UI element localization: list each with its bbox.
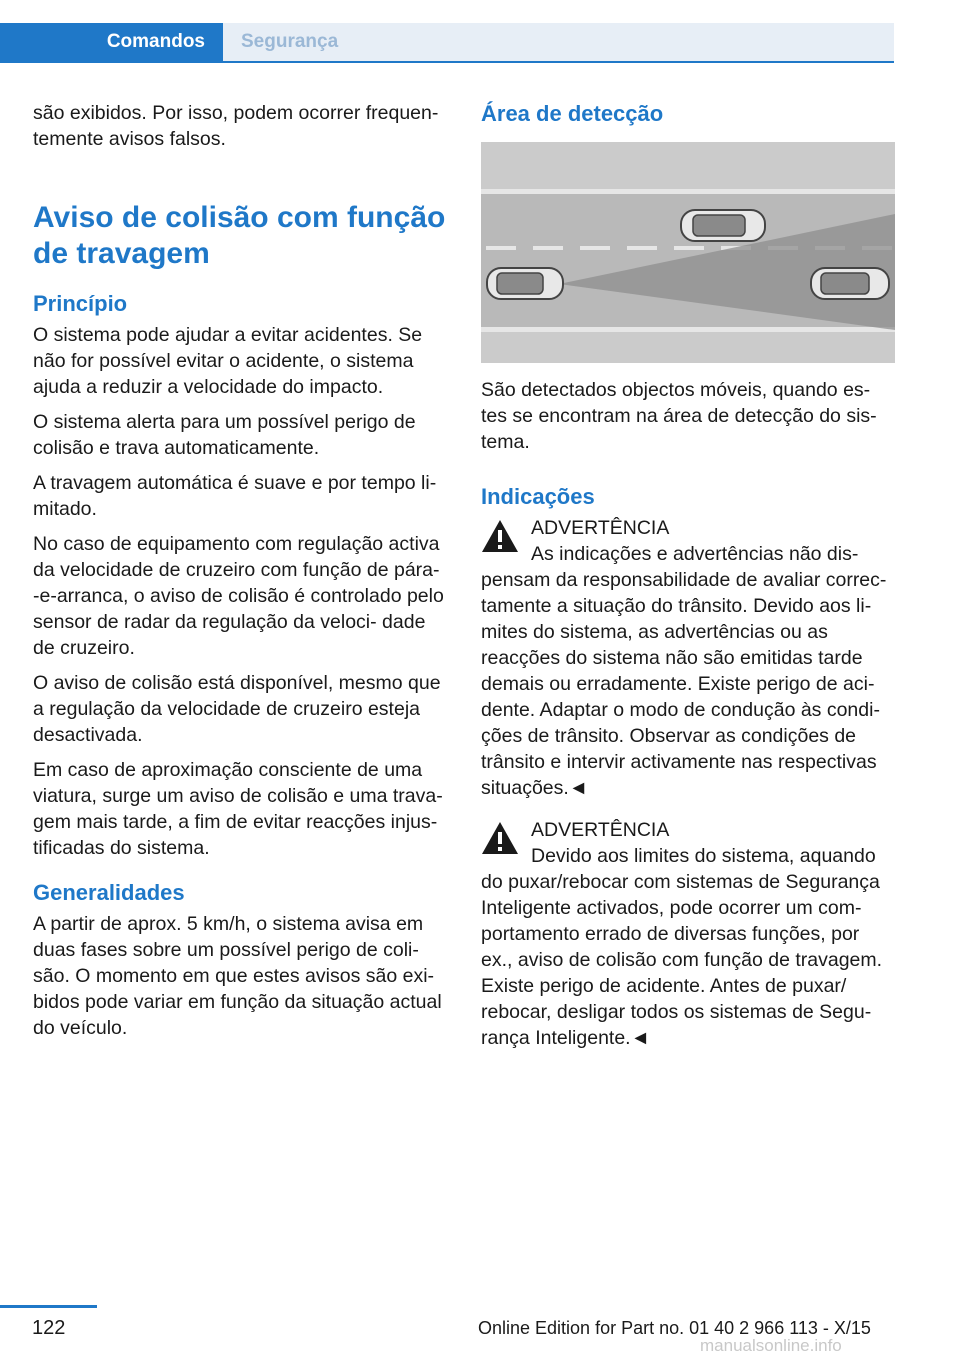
illustration-caption: São detectados objectos móveis, quando es‐ tes se encontram na área de detecção do sis‐ tema. xyxy=(481,379,877,453)
page-number: 122 xyxy=(32,1317,66,1339)
tab-seguranca[interactable]: Segurança xyxy=(223,23,894,61)
left-column xyxy=(33,100,451,1050)
edition-text: Online Edition for Part no. 01 40 2 966 113 - X/15 xyxy=(478,1318,871,1338)
heading-principio: Princípio xyxy=(33,291,128,316)
car-icon xyxy=(811,268,889,299)
principio-paragraph: No caso de equipamento com regulação activa da velocidade de cruzeiro com função de pára‐ ‑e‑arranca, o aviso de colisão é controlado pelo sensor de radar da regulação da veloci‐ dade de cruzeiro. xyxy=(33,533,444,659)
principio-paragraph: A travagem automática é suave e por tempo li‐ mitado. xyxy=(33,472,437,520)
warning-first-line: As indicações e advertências não dis‐ xyxy=(531,543,859,565)
footer-divider xyxy=(0,1305,97,1308)
principio-paragraph: O sistema alerta para um possível perigo de colisão e trava automaticamente. xyxy=(33,411,416,459)
warning-first-line: Devido aos limites do sistema, aquando xyxy=(531,845,876,867)
heading-area-deteccao: Área de detecção xyxy=(481,101,664,126)
principio-paragraph: Em caso de aproximação consciente de uma viatura, surge um aviso de colisão e uma trava‐ gem mais tarde, a fim de evitar reacções injus‐ tificadas do sistema. xyxy=(33,759,443,859)
detection-area-illustration xyxy=(481,142,895,363)
heading-generalidades: Generalidades xyxy=(33,880,185,905)
warning-label: ADVERTÊNCIA xyxy=(531,517,670,539)
header-tabs xyxy=(0,0,960,62)
heading-indicacoes: Indicações xyxy=(481,484,595,509)
section-title: Aviso de colisão com função de travagem xyxy=(33,201,446,270)
warning-triangle-icon xyxy=(481,519,519,553)
warning-block xyxy=(481,515,895,801)
warning-text: do puxar/rebocar com sistemas de Segurança Inteligente activados, pode ocorrer um com‐ portamento errado de diversas funções, por ex., aviso de colisão com função de travagem. Existe perigo de acidente. Antes de puxar/ rebocar, desligar todos os sistemas de Segu‐ rança Inteligente.◄ xyxy=(481,871,883,1049)
warning-triangle-icon xyxy=(481,821,519,855)
warning-text: pensam da responsabilidade de avaliar correc‐ tamente a situação do trânsito. Devido aos li‐ mites do sistema, as advertências ou as reacções do sistema não são emitidas tarde demais ou erradamente. Existe perigo de aci‐ dente. Adaptar o modo de condução às condi‐ ções de trânsito. Observar as condições de trânsito e intervir activamente nas respectivas situações.◄ xyxy=(481,569,887,799)
principio-paragraph: O sistema pode ajudar a evitar acidentes. Se não for possível evitar o acidente, o sistema ajuda a reduzir a velocidade do impacto. xyxy=(33,324,423,398)
intro-paragraph: são exibidos. Por isso, podem ocorrer frequen‐ temente avisos falsos. xyxy=(33,102,439,150)
warning-block xyxy=(481,817,895,1051)
car-icon xyxy=(681,210,765,241)
warning-label: ADVERTÊNCIA xyxy=(531,819,670,841)
generalidades-paragraph: A partir de aprox. 5 km/h, o sistema avisa em duas fases sobre um possível perigo de coli‐ são. O momento em que estes avisos são exi‐ bidos pode variar em função da situação actual do veículo. xyxy=(33,913,442,1039)
watermark: manualsonline.info xyxy=(700,1336,842,1355)
tab-comandos[interactable]: Comandos xyxy=(0,23,223,61)
header-divider xyxy=(0,61,894,63)
car-icon xyxy=(487,268,563,299)
principio-paragraph: O aviso de colisão está disponível, mesmo que a regulação da velocidade de cruzeiro esteja desactivada. xyxy=(33,672,441,746)
right-column xyxy=(481,100,895,1067)
